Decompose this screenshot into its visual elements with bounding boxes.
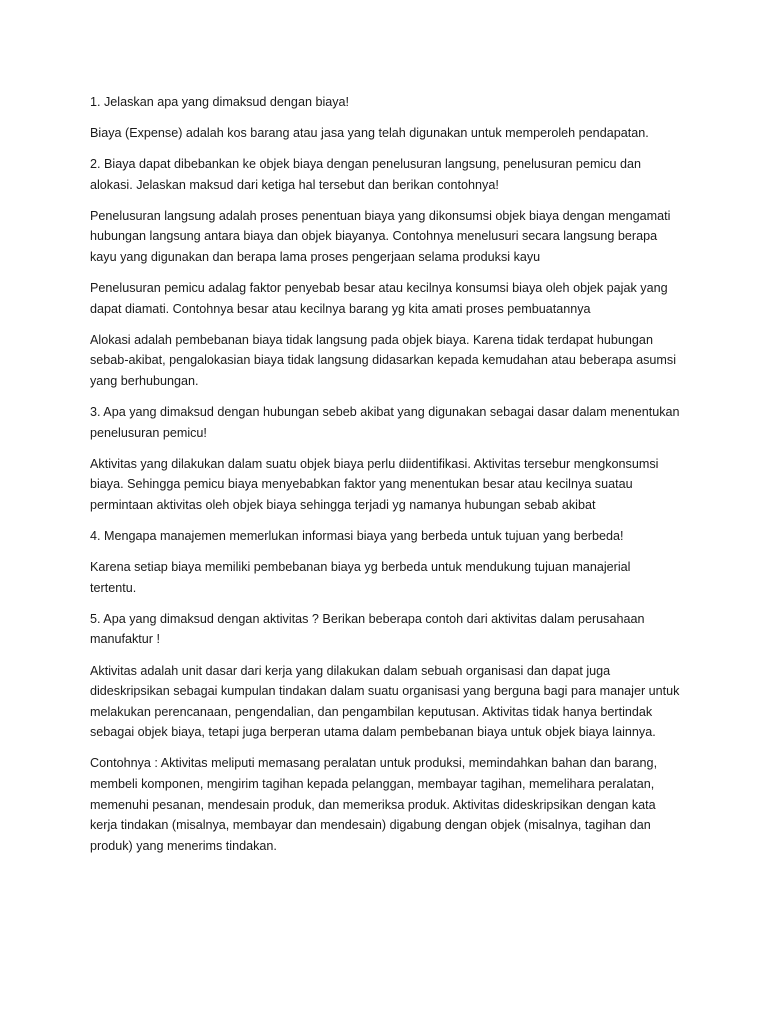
answer-2-driver-tracing <box>90 278 680 319</box>
text-line: kayu yang digunakan dan berapa lama proses pengerjaan selama produksi kayu <box>90 250 541 265</box>
text-line: Aktivitas yang dilakukan dalam suatu objek biaya perlu diidentifikasi. Aktivitas tersebur mengkonsumsi <box>90 456 659 471</box>
text-line: melakukan perencanaan, pengendalian, dan pengambilan keputusan. Aktivitas tidak hanya bertindak <box>90 704 653 719</box>
answer-2-allocation <box>90 330 680 392</box>
text-line: Biaya (Expense) adalah kos barang atau jasa yang telah digunakan untuk memperoleh pendapatan. <box>90 126 649 141</box>
text-line: Penelusuran pemicu adalag faktor penyebab besar atau kecilnya konsumsi biaya oleh objek pajak yang <box>90 281 668 296</box>
answer-5-definition <box>90 661 680 743</box>
text-line: permintaan aktivitas oleh objek biaya sehingga terjadi yg namanya hubungan sebab akibat <box>90 498 596 512</box>
text-line: Penelusuran langsung adalah proses penentuan biaya yang dikonsumsi objek biaya dengan mengamati <box>90 208 671 223</box>
text-line: Contohnya : Aktivitas meliputi memasang peralatan untuk produksi, memindahkan bahan dan barang, <box>90 756 658 771</box>
text-line: yang berhubungan. <box>90 374 199 389</box>
text-line: manufaktur ! <box>90 632 160 647</box>
text-line: Aktivitas adalah unit dasar dari kerja yang dilakukan dalam sebuah organisasi dan dapat juga <box>90 663 611 678</box>
text-line: sebagai objek biaya, tetapi juga berperan utama dalam pembebanan biaya untuk objek biaya lainnya. <box>90 725 656 740</box>
question-4 <box>90 526 680 547</box>
text-line: biaya. Sehingga pemicu biaya menyebabkan faktor yang menentukan besar atau kecilnya suatau <box>90 477 633 492</box>
text-line: produk) yang menerims tindakan. <box>90 838 277 853</box>
text-line: 1. Jelaskan apa yang dimaksud dengan biaya! <box>90 95 350 109</box>
text-line: hubungan langsung antara biaya dan objek biayanya. Contohnya menelusuri secara langsung berapa <box>90 229 658 244</box>
answer-1 <box>90 123 680 144</box>
answer-4 <box>90 557 680 598</box>
text-line: 2. Biaya dapat dibebankan ke objek biaya dengan penelusuran langsung, penelusuran pemicu dan <box>90 157 642 172</box>
document-page <box>90 92 680 867</box>
answer-3 <box>90 454 680 516</box>
text-line: memenuhi pesanan, mendesain produk, dan memeriksa produk. Aktivitas dideskripsikan dengan kata <box>90 797 656 812</box>
text-line: 4. Mengapa manajemen memerlukan informasi biaya yang berbeda untuk tujuan yang berbeda! <box>90 529 624 544</box>
answer-2-direct-tracing <box>90 206 680 268</box>
answer-5-examples <box>90 753 680 856</box>
text-line: 3. Apa yang dimaksud dengan hubungan sebeb akibat yang digunakan sebagai dasar dalam menentukan <box>90 405 680 420</box>
text-line: membeli komponen, mengirim tagihan kepada pelanggan, membayar tagihan, memelihara peralatan, <box>90 777 655 792</box>
text-line: Karena setiap biaya memiliki pembebanan biaya yg berbeda untuk mendukung tujuan manajerial <box>90 560 631 575</box>
text-line: dapat diamati. Contohnya besar atau kecilnya barang yg kita amati proses pembuatannya <box>90 301 591 316</box>
question-3 <box>90 402 680 443</box>
text-line: sebab-akibat, pengalokasian biaya tidak langsung didasarkan kepada kemudahan atau beberapa asumsi <box>90 353 677 368</box>
question-5 <box>90 609 680 650</box>
text-line: alokasi. Jelaskan maksud dari ketiga hal tersebut dan berikan contohnya! <box>90 177 499 192</box>
question-2 <box>90 154 680 195</box>
text-line: kerja tindakan (misalnya, membayar dan mendesain) digabung dengan objek (misalnya, tagihan dan <box>90 818 651 833</box>
question-1 <box>90 92 680 113</box>
text-line: 5. Apa yang dimaksud dengan aktivitas ? Berikan beberapa contoh dari aktivitas dalam perusahaan <box>90 611 645 626</box>
text-line: dideskripsikan sebagai kumpulan tindakan dalam suatu organisasi yang berguna bagi para manajer untuk <box>90 684 680 699</box>
text-line: penelusuran pemicu! <box>90 425 207 440</box>
text-line: Alokasi adalah pembebanan biaya tidak langsung pada objek biaya. Karena tidak terdapat hubungan <box>90 332 653 347</box>
text-line: tertentu. <box>90 580 137 595</box>
